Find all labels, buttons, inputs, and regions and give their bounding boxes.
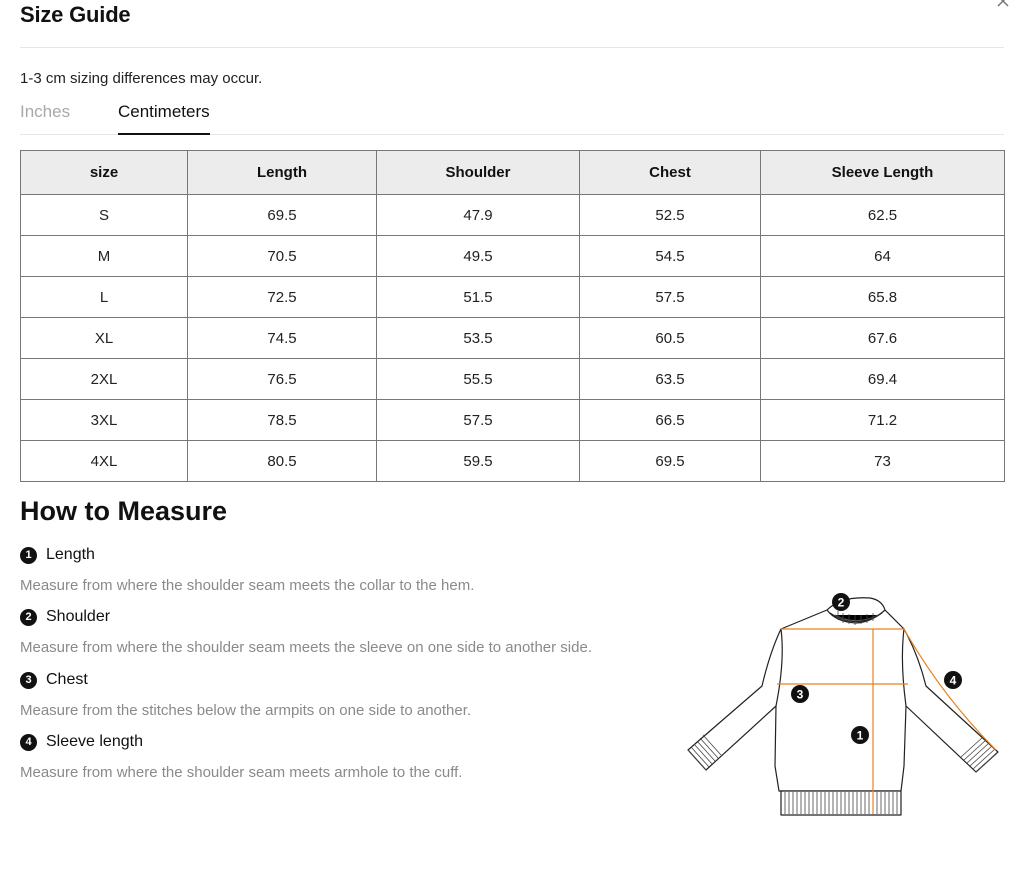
marker-label: 2 (837, 595, 845, 610)
marker-2 (832, 593, 850, 611)
step-description: Measure from where the shoulder seam meets the collar to the hem. (20, 577, 475, 594)
step-length (20, 546, 95, 564)
tab-centimeters[interactable]: Centimeters (118, 102, 210, 135)
table-cell: 3XL (21, 400, 188, 441)
step-name: Length (46, 546, 95, 563)
column-header: Chest (580, 151, 761, 195)
table-cell: L (21, 277, 188, 318)
table-cell: 63.5 (580, 359, 761, 400)
table-cell: 4XL (21, 441, 188, 482)
table-cell: 55.5 (377, 359, 580, 400)
tab-inches[interactable]: Inches (20, 102, 71, 121)
close-icon[interactable] (996, 0, 1010, 8)
table-cell: 65.8 (761, 277, 1005, 318)
table-cell: 54.5 (580, 236, 761, 277)
marker-1 (851, 726, 869, 744)
table-row (21, 359, 1005, 400)
table-cell: 80.5 (188, 441, 377, 482)
table-cell: 74.5 (188, 318, 377, 359)
marker-label: 4 (949, 673, 957, 688)
step-number-badge: 4 (20, 734, 37, 751)
table-cell: 51.5 (377, 277, 580, 318)
table-cell: XL (21, 318, 188, 359)
table-cell: 64 (761, 236, 1005, 277)
step-chest (20, 671, 88, 689)
table-cell: 78.5 (188, 400, 377, 441)
title-divider (20, 47, 1004, 48)
table-cell: 69.5 (188, 195, 377, 236)
table-cell: 73 (761, 441, 1005, 482)
step-description: Measure from the stitches below the armpits on one side to another. (20, 702, 472, 719)
sizing-note: 1-3 cm sizing differences may occur. (20, 70, 263, 87)
table-cell: 72.5 (188, 277, 377, 318)
table-cell: 69.4 (761, 359, 1005, 400)
column-header: Length (188, 151, 377, 195)
marker-4 (944, 671, 962, 689)
table-cell: 67.6 (761, 318, 1005, 359)
table-cell: S (21, 195, 188, 236)
step-description: Measure from where the shoulder seam meets the sleeve on one side to another side. (20, 639, 592, 656)
unit-tabs (20, 102, 1004, 135)
table-cell: 47.9 (377, 195, 580, 236)
sweater-outline (688, 595, 998, 815)
column-header: Shoulder (377, 151, 580, 195)
table-cell: 53.5 (377, 318, 580, 359)
table-row (21, 441, 1005, 482)
table-cell: 57.5 (580, 277, 761, 318)
table-cell: 52.5 (580, 195, 761, 236)
step-name: Sleeve length (46, 733, 143, 750)
table-row (21, 195, 1005, 236)
table-cell: 2XL (21, 359, 188, 400)
step-name: Shoulder (46, 608, 111, 625)
table-cell: 49.5 (377, 236, 580, 277)
table-cell: 69.5 (580, 441, 761, 482)
step-sleeve-length (20, 733, 143, 751)
table-header-row (21, 151, 1005, 195)
step-name: Chest (46, 671, 88, 688)
step-number-badge: 2 (20, 609, 37, 626)
ribbing-lines (688, 611, 998, 814)
table-row (21, 236, 1005, 277)
modal-title: Size Guide (20, 2, 131, 27)
table-row (21, 277, 1005, 318)
sweater-measurement-diagram (680, 586, 1006, 822)
size-table (20, 150, 1005, 482)
table-cell: 70.5 (188, 236, 377, 277)
table-cell: 62.5 (761, 195, 1005, 236)
table-cell: 76.5 (188, 359, 377, 400)
step-number-badge: 1 (20, 547, 37, 564)
table-cell: M (21, 236, 188, 277)
how-to-measure-title: How to Measure (20, 496, 228, 526)
table-row (21, 400, 1005, 441)
step-shoulder (20, 608, 110, 626)
marker-label: 3 (796, 687, 804, 702)
table-cell: 60.5 (580, 318, 761, 359)
step-description: Measure from where the shoulder seam meets armhole to the cuff. (20, 764, 463, 781)
marker-3 (791, 685, 809, 703)
measurement-lines (777, 629, 996, 814)
marker-label: 1 (856, 728, 864, 743)
table-row (21, 318, 1005, 359)
table-cell: 59.5 (377, 441, 580, 482)
step-number-badge: 3 (20, 672, 37, 689)
column-header: size (21, 151, 188, 195)
table-cell: 57.5 (377, 400, 580, 441)
column-header: Sleeve Length (761, 151, 1005, 195)
table-cell: 71.2 (761, 400, 1005, 441)
table-cell: 66.5 (580, 400, 761, 441)
